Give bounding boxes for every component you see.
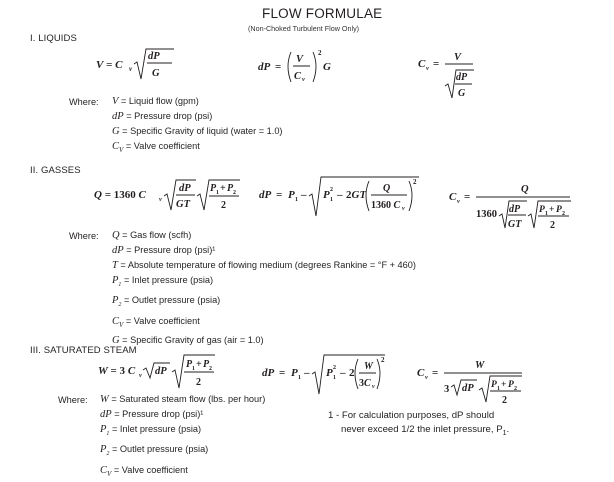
- svg-text:=: =: [433, 58, 440, 70]
- formula-gas-pressure-drop: [259, 174, 424, 220]
- svg-text:G: G: [323, 61, 331, 73]
- definition-row: $C_V$ = Valve coefficient: [112, 315, 200, 329]
- svg-text:3C: 3C: [359, 378, 371, 389]
- svg-text:2: 2: [381, 356, 385, 364]
- svg-text:dP: dP: [179, 183, 191, 194]
- page-subtitle: (Non-Choked Turbulent Flow Only): [248, 24, 360, 33]
- definition-row: V = Liquid flow (gpm): [112, 96, 199, 107]
- svg-text:3: 3: [444, 384, 450, 395]
- svg-text:dP: dP: [462, 383, 474, 394]
- svg-text:Q: Q: [521, 184, 529, 195]
- svg-text:2: 2: [562, 211, 565, 217]
- svg-text:GT: GT: [176, 199, 190, 210]
- svg-text:Q: Q: [383, 183, 391, 194]
- svg-text:P: P: [508, 380, 514, 390]
- svg-text:v: v: [159, 196, 162, 203]
- definitions-liquids: [112, 94, 283, 158]
- svg-text:P: P: [186, 359, 193, 370]
- footnote-line-1: 1 - For calculation purposes, dP should: [328, 410, 495, 421]
- definition-row: W = Saturated steam flow (lbs. per hour): [100, 394, 266, 405]
- svg-text:1: 1: [330, 197, 333, 203]
- footnote-line-2: never exceed 1/2 the inlet pressure, $P_1$.: [341, 423, 510, 437]
- svg-text:v: v: [425, 374, 428, 381]
- section-heading-gasses: II. GASSES: [30, 165, 81, 176]
- definition-row: $P_2$ = Outlet pressure (psia): [112, 295, 221, 309]
- svg-text:V = C: V = C: [96, 59, 123, 71]
- svg-text:–: –: [340, 367, 346, 379]
- svg-text:1: 1: [295, 197, 298, 203]
- formula-gas-valve-coefficient: [449, 180, 574, 232]
- svg-text:P: P: [323, 189, 330, 201]
- svg-text:v: v: [129, 65, 133, 73]
- svg-text:v: v: [372, 384, 375, 390]
- svg-text:=: =: [432, 367, 439, 379]
- definition-row: T = Absolute temperature of flowing medium (degrees Rankine = °F + 460): [112, 260, 416, 272]
- section-heading-liquids: I. LIQUIDS: [30, 33, 77, 44]
- svg-text:V: V: [296, 54, 304, 65]
- svg-text:1: 1: [298, 375, 301, 381]
- svg-text:–: –: [301, 189, 307, 201]
- svg-text:–: –: [304, 367, 310, 379]
- svg-text:v: v: [139, 372, 142, 379]
- definition-row: $P_1$ = Inlet pressure (psia): [100, 424, 202, 438]
- svg-text:dP: dP: [148, 51, 160, 62]
- svg-text:–: –: [337, 189, 343, 201]
- where-label-gasses: Where:: [69, 231, 99, 241]
- definition-row: $P_1$ = Inlet pressure (psia): [112, 275, 214, 289]
- svg-text:G: G: [152, 68, 160, 79]
- formula-liquid-valve-coefficient: [418, 48, 488, 104]
- formula-gas-flow: [94, 176, 244, 220]
- svg-text:GT: GT: [508, 219, 522, 230]
- svg-text:C: C: [418, 58, 426, 70]
- formula-steam-valve-coefficient: [417, 356, 527, 406]
- svg-text:dP: dP: [456, 72, 468, 83]
- svg-text:P: P: [227, 183, 234, 194]
- svg-text:1360 C: 1360 C: [371, 200, 401, 211]
- definition-row: G = Specific Gravity of gas (air = 1.0): [112, 334, 264, 346]
- svg-text:2: 2: [318, 49, 322, 57]
- svg-text:1: 1: [333, 375, 336, 381]
- svg-text:2: 2: [233, 190, 236, 196]
- svg-text:C: C: [449, 191, 457, 203]
- svg-text:dP: dP: [262, 367, 275, 379]
- svg-text:1: 1: [497, 386, 500, 392]
- svg-text:V: V: [454, 52, 462, 63]
- definition-row: dP = Pressure drop (psi)¹: [100, 409, 204, 421]
- svg-text:C: C: [417, 367, 425, 379]
- svg-text:dP: dP: [509, 204, 521, 215]
- svg-text:P: P: [210, 183, 217, 194]
- svg-text:C: C: [294, 71, 302, 82]
- svg-text:P: P: [326, 367, 333, 379]
- svg-text:P: P: [203, 359, 210, 370]
- svg-text:v: v: [457, 198, 460, 205]
- svg-text:2: 2: [413, 178, 417, 186]
- definition-row: $C_V$ = Valve coefficient: [100, 464, 188, 478]
- formula-liquid-flow: [96, 46, 176, 86]
- definitions-steam: [100, 392, 265, 482]
- svg-text:2GT: 2GT: [346, 189, 367, 201]
- definition-row: $P_2$ = Outlet pressure (psia): [100, 444, 209, 458]
- svg-text:1: 1: [216, 190, 219, 196]
- footnote: [328, 409, 509, 440]
- formula-liquid-pressure-drop: [258, 44, 348, 90]
- svg-text:dP: dP: [258, 61, 271, 73]
- section-heading-steam: III. SATURATED STEAM: [30, 345, 137, 356]
- svg-text:2: 2: [333, 365, 336, 371]
- definition-row: G = Specific Gravity of liquid (water = 1.0): [112, 126, 283, 138]
- svg-text:+: +: [196, 359, 202, 370]
- svg-text:dP: dP: [259, 189, 272, 201]
- where-label-steam: Where:: [58, 395, 88, 405]
- svg-text:+: +: [501, 380, 507, 390]
- svg-text:v: v: [426, 65, 429, 72]
- where-label-liquids: Where:: [69, 97, 99, 107]
- svg-text:=: =: [276, 189, 283, 201]
- svg-text:P: P: [556, 205, 562, 215]
- svg-text:=: =: [275, 61, 282, 73]
- svg-text:=: =: [279, 367, 286, 379]
- svg-text:2: 2: [514, 386, 517, 392]
- svg-text:=: =: [464, 191, 471, 203]
- definition-row: Q = Gas flow (scfh): [112, 230, 192, 241]
- svg-text:2: 2: [221, 200, 226, 211]
- svg-text:P: P: [491, 380, 497, 390]
- svg-text:2: 2: [502, 395, 507, 406]
- svg-text:W = 3 C: W = 3 C: [98, 365, 136, 377]
- svg-text:W: W: [364, 361, 373, 372]
- page-title: FLOW FORMULAE: [262, 6, 383, 21]
- svg-text:+: +: [549, 205, 555, 215]
- svg-text:2: 2: [550, 220, 555, 231]
- definition-row: $C_V$ = Valve coefficient: [112, 141, 200, 155]
- formula-steam-pressure-drop: [262, 352, 392, 398]
- svg-text:dP: dP: [155, 366, 167, 377]
- svg-text:W: W: [475, 360, 485, 371]
- svg-text:v: v: [402, 206, 405, 212]
- svg-text:P: P: [288, 189, 295, 201]
- svg-text:2: 2: [349, 367, 355, 379]
- definitions-gasses: [112, 228, 416, 348]
- svg-text:1360: 1360: [476, 209, 497, 220]
- svg-text:G: G: [458, 88, 466, 99]
- svg-text:v: v: [302, 76, 305, 83]
- svg-text:+: +: [220, 183, 226, 194]
- svg-text:P: P: [291, 367, 298, 379]
- svg-text:2: 2: [209, 366, 212, 372]
- svg-text:1: 1: [545, 211, 548, 217]
- svg-text:2: 2: [196, 377, 201, 388]
- svg-text:Q = 1360 C: Q = 1360 C: [94, 189, 146, 201]
- svg-text:1: 1: [192, 366, 195, 372]
- definition-row: dP = Pressure drop (psi): [112, 111, 213, 123]
- formula-steam-flow: [98, 352, 218, 396]
- definition-row: dP = Pressure drop (psi)¹: [112, 245, 216, 257]
- svg-text:P: P: [539, 205, 545, 215]
- svg-text:2: 2: [330, 187, 333, 193]
